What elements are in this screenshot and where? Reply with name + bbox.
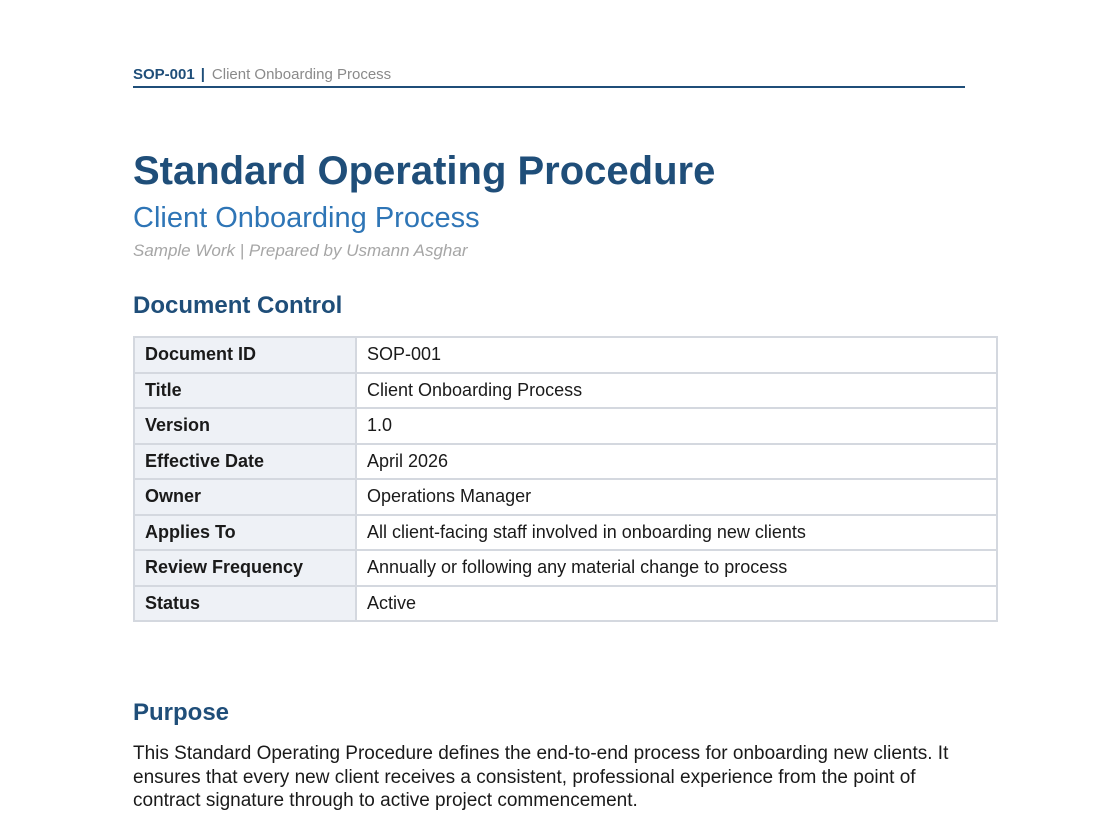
row-label: Applies To xyxy=(134,515,356,551)
header-doc-id: SOP-001 xyxy=(133,66,195,83)
row-value: SOP-001 xyxy=(356,337,997,373)
row-value: Operations Manager xyxy=(356,479,997,515)
section-heading-document-control: Document Control xyxy=(133,292,343,319)
table-row xyxy=(134,408,997,444)
table-row xyxy=(134,479,997,515)
table-row xyxy=(134,515,997,551)
row-value: Active xyxy=(356,586,997,622)
document-control-table xyxy=(133,336,998,622)
header-doc-name: Client Onboarding Process xyxy=(211,66,392,83)
table-row xyxy=(134,337,997,373)
table-row xyxy=(134,550,997,586)
header-separator: | xyxy=(200,66,205,83)
document-subtitle: Client Onboarding Process xyxy=(133,202,480,234)
table-row xyxy=(134,586,997,622)
running-header xyxy=(133,66,965,88)
row-value: 1.0 xyxy=(356,408,997,444)
row-label: Owner xyxy=(134,479,356,515)
row-label: Document ID xyxy=(134,337,356,373)
document-byline: Sample Work | Prepared by Usmann Asghar xyxy=(133,241,468,260)
row-label: Version xyxy=(134,408,356,444)
row-value: All client-facing staff involved in onboarding new clients xyxy=(356,515,997,551)
row-label: Effective Date xyxy=(134,444,356,480)
purpose-paragraph: This Standard Operating Procedure defines the end-to-end process for onboarding new clients. It ensures that every new client receives a consistent, professional experience from the point of contract signature through to active project commencement. xyxy=(133,743,949,811)
table-row xyxy=(134,444,997,480)
row-label: Title xyxy=(134,373,356,409)
row-label: Review Frequency xyxy=(134,550,356,586)
document-title: Standard Operating Procedure xyxy=(133,149,716,193)
row-value: Annually or following any material change to process xyxy=(356,550,997,586)
section-heading-purpose: Purpose xyxy=(133,699,230,726)
row-value: April 2026 xyxy=(356,444,997,480)
row-label: Status xyxy=(134,586,356,622)
table-row xyxy=(134,373,997,409)
row-value: Client Onboarding Process xyxy=(356,373,997,409)
